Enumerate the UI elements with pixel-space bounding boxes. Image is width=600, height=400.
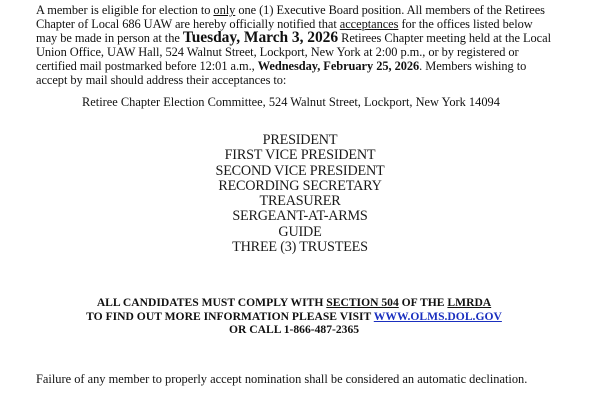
intro-paragraph bbox=[36, 3, 551, 87]
text: certified mail postmarked before 12:01 a.m., bbox=[36, 59, 258, 73]
text: OF THE bbox=[398, 296, 448, 309]
text: one (1) Executive Board position. All members of the Retirees bbox=[235, 3, 545, 17]
notice-phone-line: OR CALL 1-866-487-2365 bbox=[228, 323, 360, 336]
notice-line-2 bbox=[0, 310, 588, 324]
office-item: SECOND VICE PRESIDENT bbox=[215, 162, 385, 179]
intro-line-5 bbox=[36, 59, 536, 73]
office-item: FIRST VICE PRESIDENT bbox=[224, 147, 376, 164]
text: A member is eligible for election to bbox=[36, 3, 214, 17]
office-item: TREASURER bbox=[259, 193, 341, 210]
mailing-address: Retiree Chapter Election Committee, 524 Walnut Street, Lockport, New York 14094 bbox=[82, 95, 500, 109]
offices-list bbox=[150, 133, 450, 255]
text: TO FIND OUT MORE INFORMATION PLEASE VISIT bbox=[86, 309, 374, 323]
notice-line-1 bbox=[0, 296, 588, 310]
section-504-reference: SECTION 504 bbox=[326, 296, 399, 309]
office-item: SERGEANT-AT-ARMS bbox=[232, 208, 368, 225]
underlined-only: only bbox=[213, 3, 236, 17]
compliance-notice bbox=[0, 296, 600, 337]
intro-line-4: Union Office, UAW Hall, 524 Walnut Street, Lockport, New York at 2:00 p.m., or by registered or bbox=[36, 45, 519, 59]
footer-note: Failure of any member to properly accept nomination shall be considered an automatic declination. bbox=[36, 372, 528, 386]
olms-website-link[interactable]: WWW.OLMS.DOL.GOV bbox=[373, 309, 502, 323]
text: for the offices listed below bbox=[398, 17, 533, 31]
meeting-date: Tuesday, March 3, 2026 bbox=[182, 29, 339, 46]
intro-line-1 bbox=[36, 3, 545, 17]
text: . Members wishing to bbox=[419, 59, 527, 73]
text: ALL CANDIDATES MUST COMPLY WITH bbox=[96, 296, 327, 309]
underlined-acceptances: acceptances bbox=[339, 17, 399, 31]
office-item: RECORDING SECRETARY bbox=[218, 177, 382, 194]
intro-line-6: accept by mail should address their acceptances to: bbox=[36, 73, 287, 87]
lmrda-reference: LMRDA bbox=[447, 296, 492, 309]
postmark-deadline-date: Wednesday, February 25, 2026 bbox=[257, 59, 420, 73]
text: may be made in person at the bbox=[36, 31, 183, 45]
office-item: THREE (3) TRUSTEES bbox=[232, 239, 368, 256]
text: Retirees Chapter meeting held at the Local bbox=[338, 31, 551, 45]
office-item: PRESIDENT bbox=[262, 132, 338, 148]
text: Chapter of Local 686 UAW are hereby officially notified that bbox=[36, 17, 340, 31]
intro-line-3 bbox=[36, 29, 551, 46]
office-item: GUIDE bbox=[278, 223, 322, 240]
